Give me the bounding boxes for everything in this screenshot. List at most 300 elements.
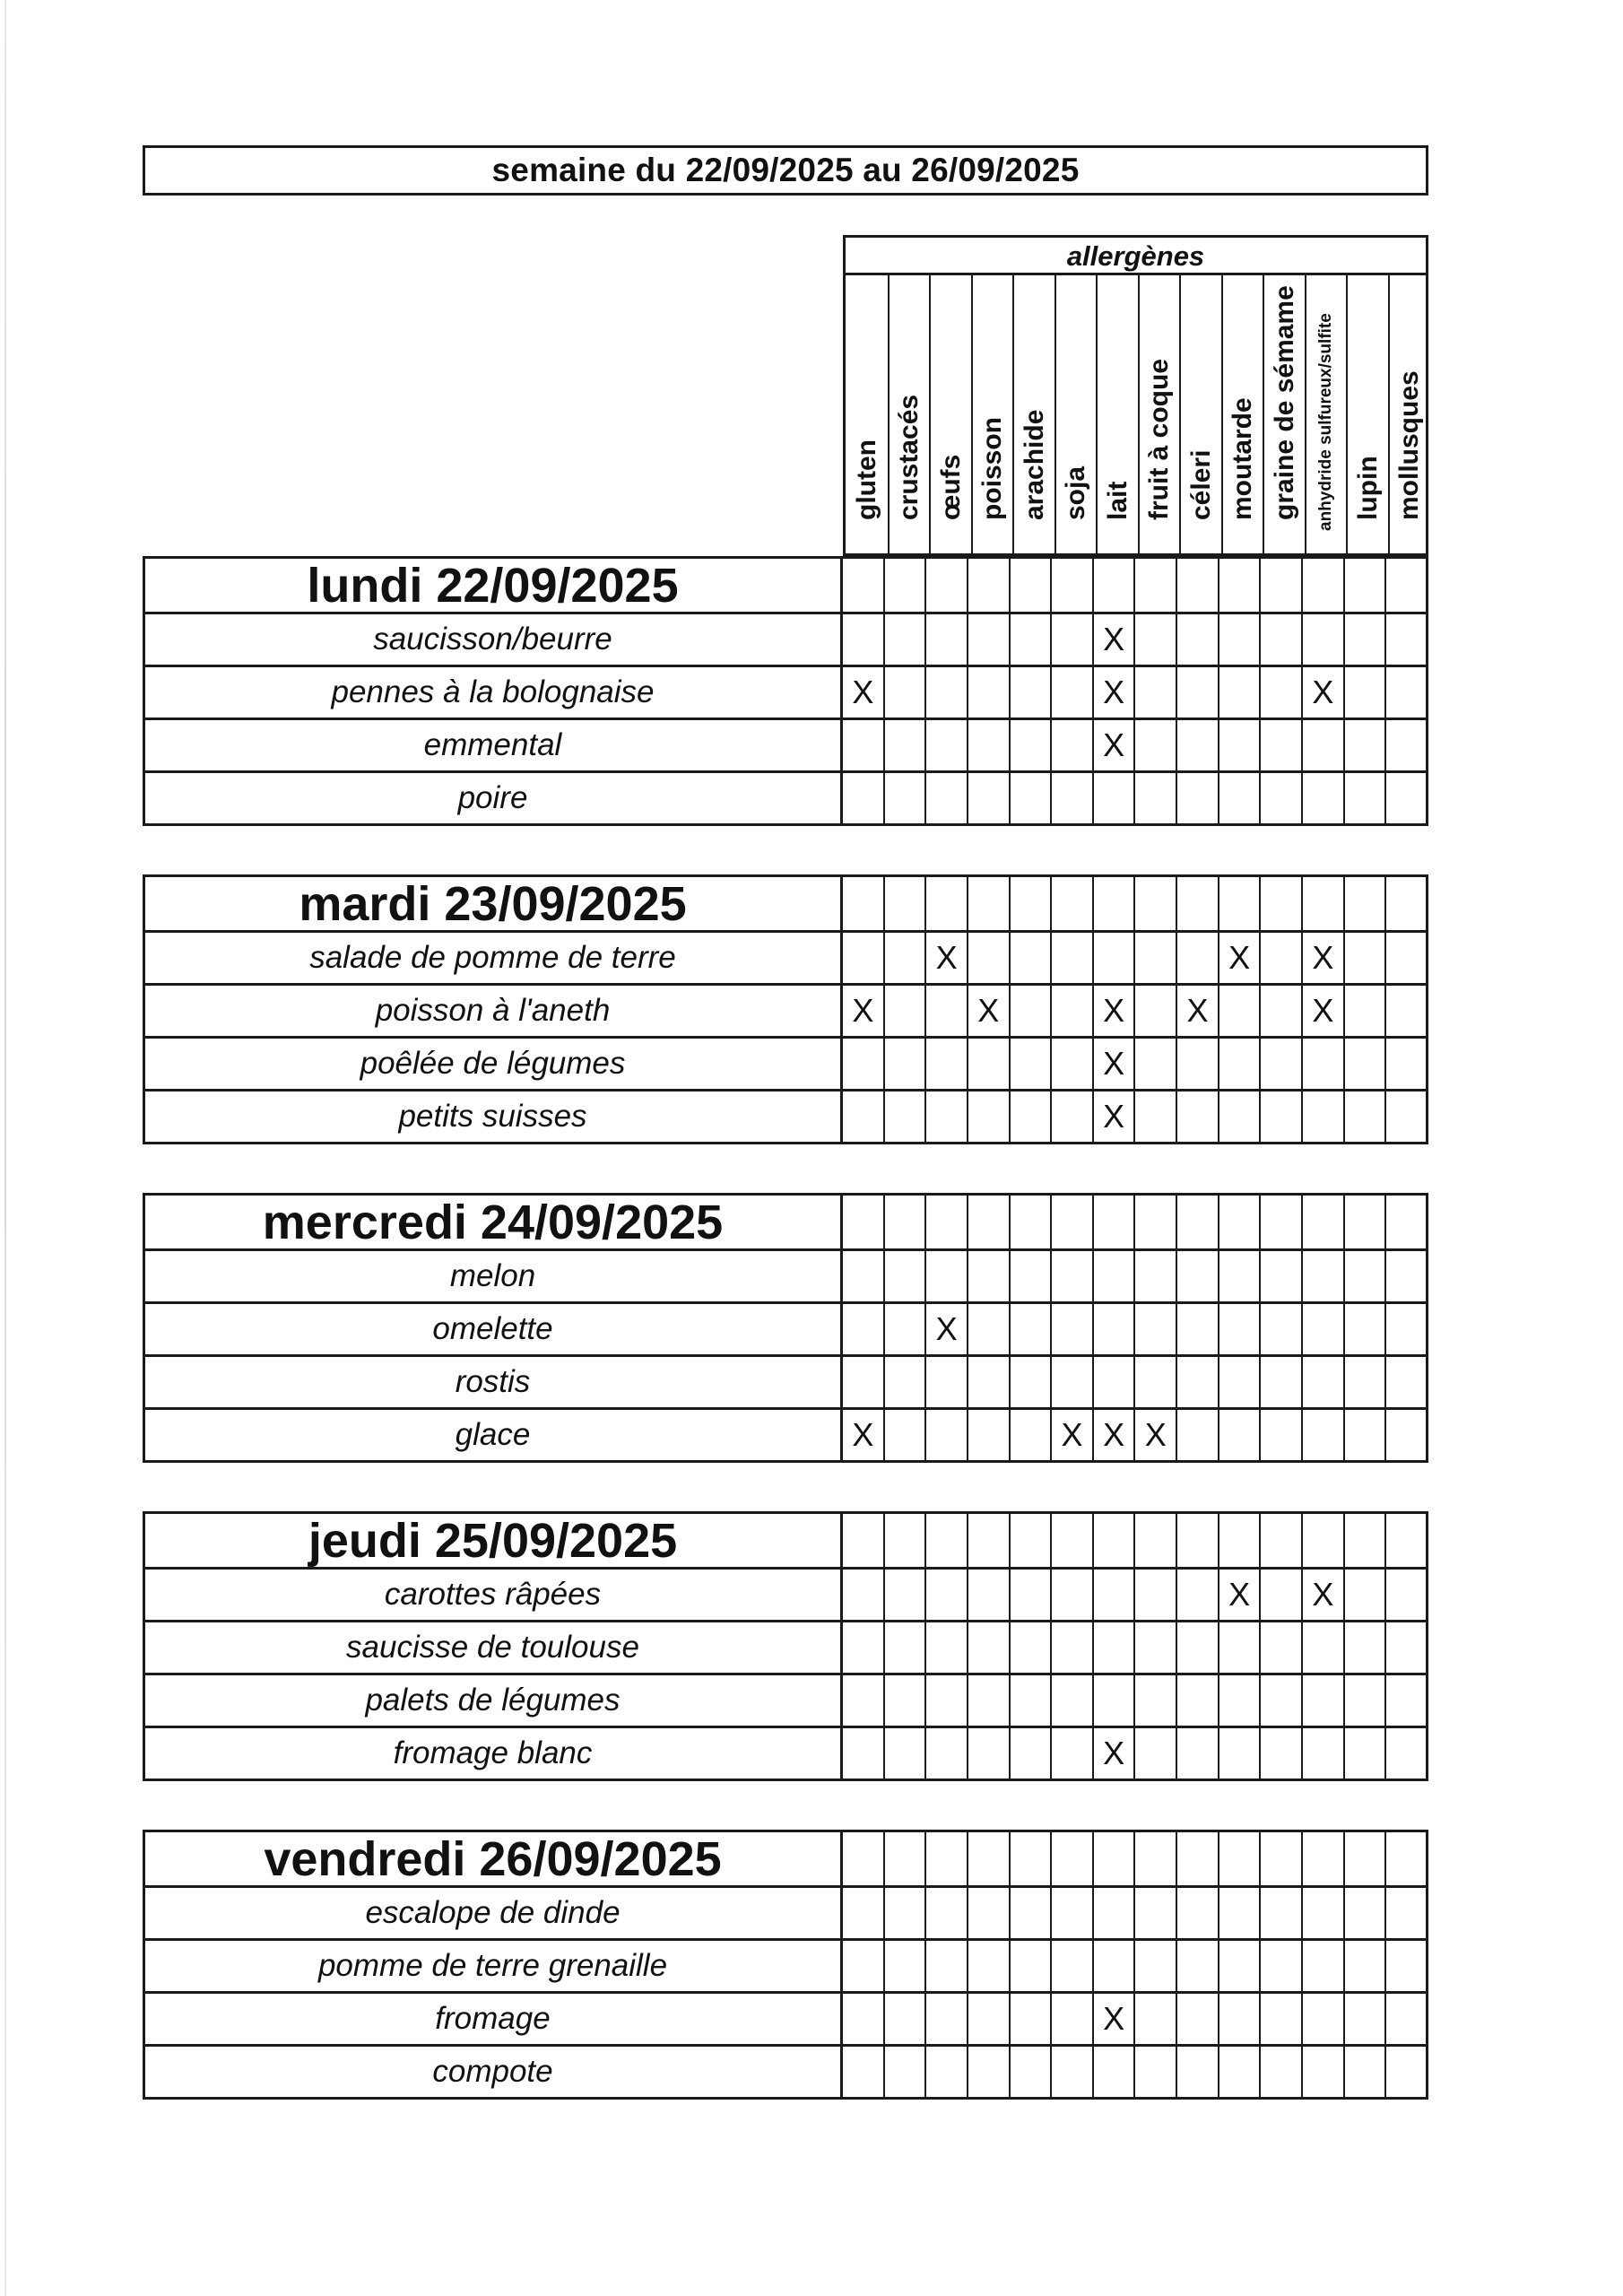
- allergen-cell: [885, 1938, 927, 1991]
- allergen-cell: [1011, 1248, 1053, 1301]
- allergen-cell: [843, 1567, 885, 1620]
- dish-name: pennes à la bolognaise: [143, 665, 843, 718]
- dish-row: [143, 1301, 1428, 1354]
- allergen-cell: [1094, 1248, 1136, 1301]
- allergen-cell: [1094, 1620, 1136, 1673]
- dish-row: [143, 1938, 1428, 1991]
- dish-row: [143, 718, 1428, 770]
- allergen-cell: [1135, 1938, 1177, 1991]
- allergen-cell: [1303, 2044, 1345, 2097]
- allergen-cell: [843, 612, 885, 665]
- allergen-cell: [926, 1726, 968, 1779]
- allergen-cell: [968, 1991, 1011, 2044]
- allergen-cell: [885, 1830, 927, 1885]
- allergen-cell: [1303, 1301, 1345, 1354]
- allergen-cell: [843, 930, 885, 983]
- allergen-cell: [1261, 1567, 1303, 1620]
- allergen-cell: [1094, 874, 1136, 930]
- allergen-cell: [1386, 1830, 1428, 1885]
- allergen-cell: [1386, 1354, 1428, 1407]
- allergen-column-header: [1179, 275, 1221, 556]
- allergen-cell: [1386, 930, 1428, 983]
- allergen-cell: [1177, 1991, 1219, 2044]
- allergen-cell: [1094, 1193, 1136, 1248]
- allergen-cell: [1011, 770, 1053, 823]
- allergen-cell: [1177, 1248, 1219, 1301]
- allergen-cell: [968, 874, 1011, 930]
- allergen-cell: [885, 1673, 927, 1726]
- dish-name: palets de légumes: [143, 1673, 843, 1726]
- table-bottom-border: [143, 1779, 1428, 1781]
- allergen-cell: [1052, 1567, 1094, 1620]
- allergen-cell: [1094, 1301, 1136, 1354]
- dish-row: [143, 770, 1428, 823]
- allergen-cell: [885, 1726, 927, 1779]
- allergen-cell: [1052, 1726, 1094, 1779]
- allergen-cell: [926, 1567, 968, 1620]
- dish-row: [143, 1354, 1428, 1407]
- allergen-mark: X: [926, 1301, 968, 1354]
- allergen-cell: [1345, 1726, 1387, 1779]
- allergen-cell: [1261, 1301, 1303, 1354]
- allergen-cell: [1386, 1726, 1428, 1779]
- allergen-column-header: [1012, 275, 1055, 556]
- allergen-cell: [1011, 1511, 1053, 1567]
- allergen-cell: [1094, 1830, 1136, 1885]
- allergen-cell: [926, 1673, 968, 1726]
- allergen-cell: [885, 1511, 927, 1567]
- allergen-column-header: [1221, 275, 1263, 556]
- allergen-mark: X: [1303, 1567, 1345, 1620]
- allergen-mark: X: [1219, 1567, 1262, 1620]
- day-title: jeudi 25/09/2025: [143, 1511, 843, 1567]
- allergen-cell: [1177, 1885, 1219, 1938]
- allergen-cell: [1261, 1620, 1303, 1673]
- allergen-cell: [926, 1830, 968, 1885]
- allergen-cell: [1135, 718, 1177, 770]
- allergen-mark: X: [1303, 930, 1345, 983]
- allergen-cell: [1345, 1830, 1387, 1885]
- allergen-cell: [1219, 718, 1262, 770]
- allergen-cell: [1135, 665, 1177, 718]
- allergen-cell: [843, 718, 885, 770]
- allergen-cell: [1135, 556, 1177, 612]
- allergen-cell: [926, 556, 968, 612]
- allergen-cell: [1261, 2044, 1303, 2097]
- dish-row: [143, 983, 1428, 1036]
- allergen-cell: [1345, 1938, 1387, 1991]
- dish-row: [143, 1620, 1428, 1673]
- allergen-column-header: [1346, 275, 1388, 556]
- allergen-cell: [1177, 1726, 1219, 1779]
- dish-row: [143, 1673, 1428, 1726]
- allergen-cell: [1303, 1089, 1345, 1142]
- allergen-cell: [1219, 1991, 1262, 2044]
- dish-row: [143, 1407, 1428, 1460]
- allergen-cell: [1052, 1301, 1094, 1354]
- allergen-cell: [1261, 1673, 1303, 1726]
- allergen-mark: X: [1135, 1407, 1177, 1460]
- allergen-column-header: [1138, 275, 1180, 556]
- dish-name: omelette: [143, 1301, 843, 1354]
- allergen-cell: [1135, 1991, 1177, 2044]
- allergen-cell: [926, 874, 968, 930]
- dish-name: fromage blanc: [143, 1726, 843, 1779]
- allergen-cell: [885, 1567, 927, 1620]
- allergen-cell: [1052, 1511, 1094, 1567]
- allergen-cell: [1177, 930, 1219, 983]
- allergen-cell: [1135, 2044, 1177, 2097]
- allergen-label: arachide: [1019, 409, 1049, 520]
- allergen-column-header: [1263, 275, 1305, 556]
- allergen-cell: [1177, 1830, 1219, 1885]
- dish-row: [143, 665, 1428, 718]
- allergen-cell: [1052, 718, 1094, 770]
- allergen-title: allergènes: [846, 238, 1426, 275]
- dish-row: [143, 1248, 1428, 1301]
- allergen-cell: [1135, 1354, 1177, 1407]
- allergen-header: [843, 235, 1428, 556]
- allergen-cell: [968, 1354, 1011, 1407]
- allergen-cell: [1219, 665, 1262, 718]
- allergen-label: œufs: [935, 454, 966, 520]
- allergen-cell: [1011, 1673, 1053, 1726]
- allergen-cell: [843, 1938, 885, 1991]
- allergen-cell: [1261, 1511, 1303, 1567]
- allergen-cell: [1135, 1830, 1177, 1885]
- allergen-column-header: [888, 275, 930, 556]
- allergen-cell: [1011, 665, 1053, 718]
- dish-name: saucisson/beurre: [143, 612, 843, 665]
- allergen-cell: [843, 1089, 885, 1142]
- allergen-cell: [843, 1193, 885, 1248]
- dish-name: saucisse de toulouse: [143, 1620, 843, 1673]
- allergen-cell: [1011, 1830, 1053, 1885]
- allergen-cell: [1011, 1620, 1053, 1673]
- allergen-cell: [926, 1991, 968, 2044]
- allergen-cell: [1094, 930, 1136, 983]
- allergen-cell: [1303, 874, 1345, 930]
- allergen-cell: [968, 1089, 1011, 1142]
- allergen-cell: [1135, 612, 1177, 665]
- dish-name: poire: [143, 770, 843, 823]
- day-title: lundi 22/09/2025: [143, 556, 843, 612]
- dish-name: poêlée de légumes: [143, 1036, 843, 1089]
- dish-row: [143, 1036, 1428, 1089]
- allergen-cell: [926, 1036, 968, 1089]
- allergen-cell: [1094, 1567, 1136, 1620]
- allergen-cell: [1135, 770, 1177, 823]
- allergen-cell: [1261, 718, 1303, 770]
- dish-name: emmental: [143, 718, 843, 770]
- allergen-cell: [1011, 1193, 1053, 1248]
- dish-name: carottes râpées: [143, 1567, 843, 1620]
- allergen-cell: [1386, 1620, 1428, 1673]
- allergen-cell: [1386, 1193, 1428, 1248]
- allergen-cell: [843, 2044, 885, 2097]
- allergen-cell: [1135, 1248, 1177, 1301]
- allergen-cell: [1052, 1193, 1094, 1248]
- allergen-cell: [926, 665, 968, 718]
- allergen-label: céleri: [1185, 449, 1216, 520]
- allergen-column-header: [846, 275, 888, 556]
- day-title: mardi 23/09/2025: [143, 874, 843, 930]
- allergen-cell: [1261, 1089, 1303, 1142]
- day-title-row: [143, 1511, 1428, 1567]
- allergen-cell: [1303, 1248, 1345, 1301]
- allergen-cell: [1261, 665, 1303, 718]
- allergen-cell: [1177, 1301, 1219, 1354]
- allergen-cell: [926, 983, 968, 1036]
- allergen-cell: [1011, 612, 1053, 665]
- allergen-cell: [1386, 718, 1428, 770]
- day-title: mercredi 24/09/2025: [143, 1193, 843, 1248]
- allergen-mark: X: [1094, 1407, 1136, 1460]
- allergen-cell: [1052, 1620, 1094, 1673]
- allergen-cell: [1052, 1991, 1094, 2044]
- allergen-cell: [1386, 1301, 1428, 1354]
- allergen-cell: [1135, 1567, 1177, 1620]
- allergen-cell: [968, 1193, 1011, 1248]
- allergen-cell: [843, 1991, 885, 2044]
- allergen-cell: [1386, 1248, 1428, 1301]
- allergen-cell: [1261, 1354, 1303, 1407]
- allergen-cell: [1177, 2044, 1219, 2097]
- allergen-cell: [926, 1089, 968, 1142]
- dish-row: [143, 1567, 1428, 1620]
- allergen-cell: [1135, 930, 1177, 983]
- allergen-cell: [843, 1511, 885, 1567]
- allergen-cell: [1303, 1673, 1345, 1726]
- allergen-cell: [1219, 2044, 1262, 2097]
- allergen-cell: [885, 1620, 927, 1673]
- allergen-cell: [843, 556, 885, 612]
- allergen-cell: [1052, 1089, 1094, 1142]
- allergen-cell: [1219, 1301, 1262, 1354]
- allergen-cell: [1177, 1036, 1219, 1089]
- allergen-cell: [1345, 874, 1387, 930]
- allergen-cell: [1219, 1511, 1262, 1567]
- allergen-cell: [1386, 1089, 1428, 1142]
- dish-name: pomme de terre grenaille: [143, 1938, 843, 1991]
- allergen-cell: [885, 983, 927, 1036]
- allergen-cell: [1219, 1726, 1262, 1779]
- allergen-mark: X: [843, 665, 885, 718]
- day-title: vendredi 26/09/2025: [143, 1830, 843, 1885]
- allergen-cell: [885, 874, 927, 930]
- allergen-cell: [1011, 1726, 1053, 1779]
- allergen-column-header: [971, 275, 1013, 556]
- allergen-cell: [1386, 874, 1428, 930]
- allergen-cell: [1345, 1885, 1387, 1938]
- allergen-cell: [1386, 1567, 1428, 1620]
- allergen-cell: [1386, 1036, 1428, 1089]
- table-bottom-border: [143, 823, 1428, 826]
- allergen-cell: [843, 1673, 885, 1726]
- allergen-column-header: [929, 275, 971, 556]
- allergen-cell: [1345, 983, 1387, 1036]
- allergen-cell: [1303, 718, 1345, 770]
- allergen-mark: X: [1094, 665, 1136, 718]
- allergen-cell: [1011, 2044, 1053, 2097]
- allergen-cell: [1052, 1248, 1094, 1301]
- allergen-cell: [1177, 665, 1219, 718]
- allergen-cell: [1219, 770, 1262, 823]
- allergen-cell: [1094, 1511, 1136, 1567]
- allergen-column-header: [1096, 275, 1138, 556]
- allergen-mark: X: [968, 983, 1011, 1036]
- allergen-cell: [1219, 556, 1262, 612]
- allergen-cell: [1386, 1407, 1428, 1460]
- allergen-cell: [926, 718, 968, 770]
- day-title-row: [143, 874, 1428, 930]
- allergen-cell: [1386, 1938, 1428, 1991]
- allergen-cell: [968, 1830, 1011, 1885]
- allergen-cell: [1219, 1193, 1262, 1248]
- allergen-cell: [1135, 1673, 1177, 1726]
- day-title-row: [143, 556, 1428, 612]
- allergen-cell: [1094, 1885, 1136, 1938]
- allergen-cell: [1261, 1407, 1303, 1460]
- allergen-cell: [1011, 1991, 1053, 2044]
- allergen-cell: [1052, 770, 1094, 823]
- allergen-cell: [1052, 1830, 1094, 1885]
- allergen-cell: [885, 1991, 927, 2044]
- allergen-cell: [926, 770, 968, 823]
- allergen-cell: [968, 1301, 1011, 1354]
- dish-row: [143, 1726, 1428, 1779]
- allergen-cell: [1094, 556, 1136, 612]
- allergen-cell: [1345, 930, 1387, 983]
- allergen-cell: [1261, 1036, 1303, 1089]
- allergen-label: fruit à coque: [1144, 358, 1174, 520]
- allergen-cell: [1345, 612, 1387, 665]
- allergen-cell: [1386, 612, 1428, 665]
- allergen-cell: [968, 718, 1011, 770]
- allergen-mark: X: [843, 1407, 885, 1460]
- allergen-cell: [1345, 718, 1387, 770]
- dish-row: [143, 612, 1428, 665]
- allergen-cell: [1052, 2044, 1094, 2097]
- allergen-cell: [1386, 1885, 1428, 1938]
- allergen-cell: [1345, 1673, 1387, 1726]
- allergen-cell: [968, 1938, 1011, 1991]
- allergen-cell: [1177, 1511, 1219, 1567]
- allergen-cell: [1135, 1089, 1177, 1142]
- allergen-cell: [968, 1567, 1011, 1620]
- allergen-mark: X: [926, 930, 968, 983]
- allergen-cell: [1386, 1991, 1428, 2044]
- allergen-cell: [885, 665, 927, 718]
- allergen-cell: [843, 770, 885, 823]
- dish-name: escalope de dinde: [143, 1885, 843, 1938]
- scan-edge: [4, 0, 6, 2296]
- allergen-label: crustacés: [894, 394, 924, 520]
- allergen-cell: [1345, 1036, 1387, 1089]
- allergen-cell: [1345, 1567, 1387, 1620]
- dish-name: fromage: [143, 1991, 843, 2044]
- allergen-cell: [1345, 1407, 1387, 1460]
- day-title-row: [143, 1193, 1428, 1248]
- allergen-cell: [1052, 665, 1094, 718]
- allergen-cell: [1261, 1938, 1303, 1991]
- allergen-label: anhydride sulfureux/sulfite: [1316, 313, 1335, 531]
- allergen-cell: [968, 1673, 1011, 1726]
- allergen-cell: [843, 1301, 885, 1354]
- allergen-cell: [1345, 1620, 1387, 1673]
- dish-name: rostis: [143, 1354, 843, 1407]
- allergen-cell: [1219, 1248, 1262, 1301]
- allergen-cell: [1303, 1354, 1345, 1407]
- allergen-cell: [1177, 1407, 1219, 1460]
- dish-name: glace: [143, 1407, 843, 1460]
- allergen-cell: [1219, 1089, 1262, 1142]
- allergen-cell: [1345, 1193, 1387, 1248]
- table-bottom-border: [143, 1142, 1428, 1144]
- allergen-cell: [885, 1036, 927, 1089]
- allergen-column-header: [1055, 275, 1097, 556]
- allergen-cell: [1345, 1089, 1387, 1142]
- allergen-cell: [1261, 556, 1303, 612]
- allergen-cell: [1219, 1673, 1262, 1726]
- allergen-cell: [1052, 612, 1094, 665]
- allergen-cell: [968, 665, 1011, 718]
- allergen-cell: [1011, 556, 1053, 612]
- allergen-mark: X: [1094, 1991, 1136, 2044]
- allergen-cell: [1386, 665, 1428, 718]
- allergen-cell: [1261, 983, 1303, 1036]
- allergen-cell: [926, 1193, 968, 1248]
- allergen-mark: X: [1303, 983, 1345, 1036]
- allergen-cell: [968, 1036, 1011, 1089]
- allergen-cell: [968, 1248, 1011, 1301]
- allergen-cell: [1011, 1354, 1053, 1407]
- allergen-mark: X: [1094, 612, 1136, 665]
- allergen-cell: [1219, 1620, 1262, 1673]
- allergen-cell: [968, 2044, 1011, 2097]
- week-title: semaine du 22/09/2025 au 26/09/2025: [143, 145, 1428, 196]
- allergen-cell: [1052, 556, 1094, 612]
- allergen-cell: [1345, 556, 1387, 612]
- dish-name: melon: [143, 1248, 843, 1301]
- allergen-cell: [1052, 1673, 1094, 1726]
- allergen-cell: [1303, 1407, 1345, 1460]
- allergen-cell: [1011, 983, 1053, 1036]
- allergen-cell: [1303, 1193, 1345, 1248]
- allergen-cell: [1011, 718, 1053, 770]
- allergen-cell: [1303, 1991, 1345, 2044]
- allergen-cell: [1011, 1567, 1053, 1620]
- allergen-cell: [1261, 1726, 1303, 1779]
- allergen-cell: [926, 1511, 968, 1567]
- allergen-label: poisson: [977, 416, 1007, 520]
- allergen-cell: [968, 612, 1011, 665]
- allergen-cell: [1386, 983, 1428, 1036]
- allergen-cell: [1135, 1885, 1177, 1938]
- allergen-cell: [885, 930, 927, 983]
- allergen-cell: [1177, 1673, 1219, 1726]
- allergen-mark: X: [1177, 983, 1219, 1036]
- allergen-cell: [1011, 1089, 1053, 1142]
- allergen-cell: [1303, 1620, 1345, 1673]
- allergen-cell: [1303, 1938, 1345, 1991]
- allergen-cell: [843, 1830, 885, 1885]
- allergen-cell: [885, 1354, 927, 1407]
- allergen-column-header: [1388, 275, 1430, 556]
- dish-name: compote: [143, 2044, 843, 2097]
- allergen-cell: [1052, 1036, 1094, 1089]
- allergen-cell: [926, 1885, 968, 1938]
